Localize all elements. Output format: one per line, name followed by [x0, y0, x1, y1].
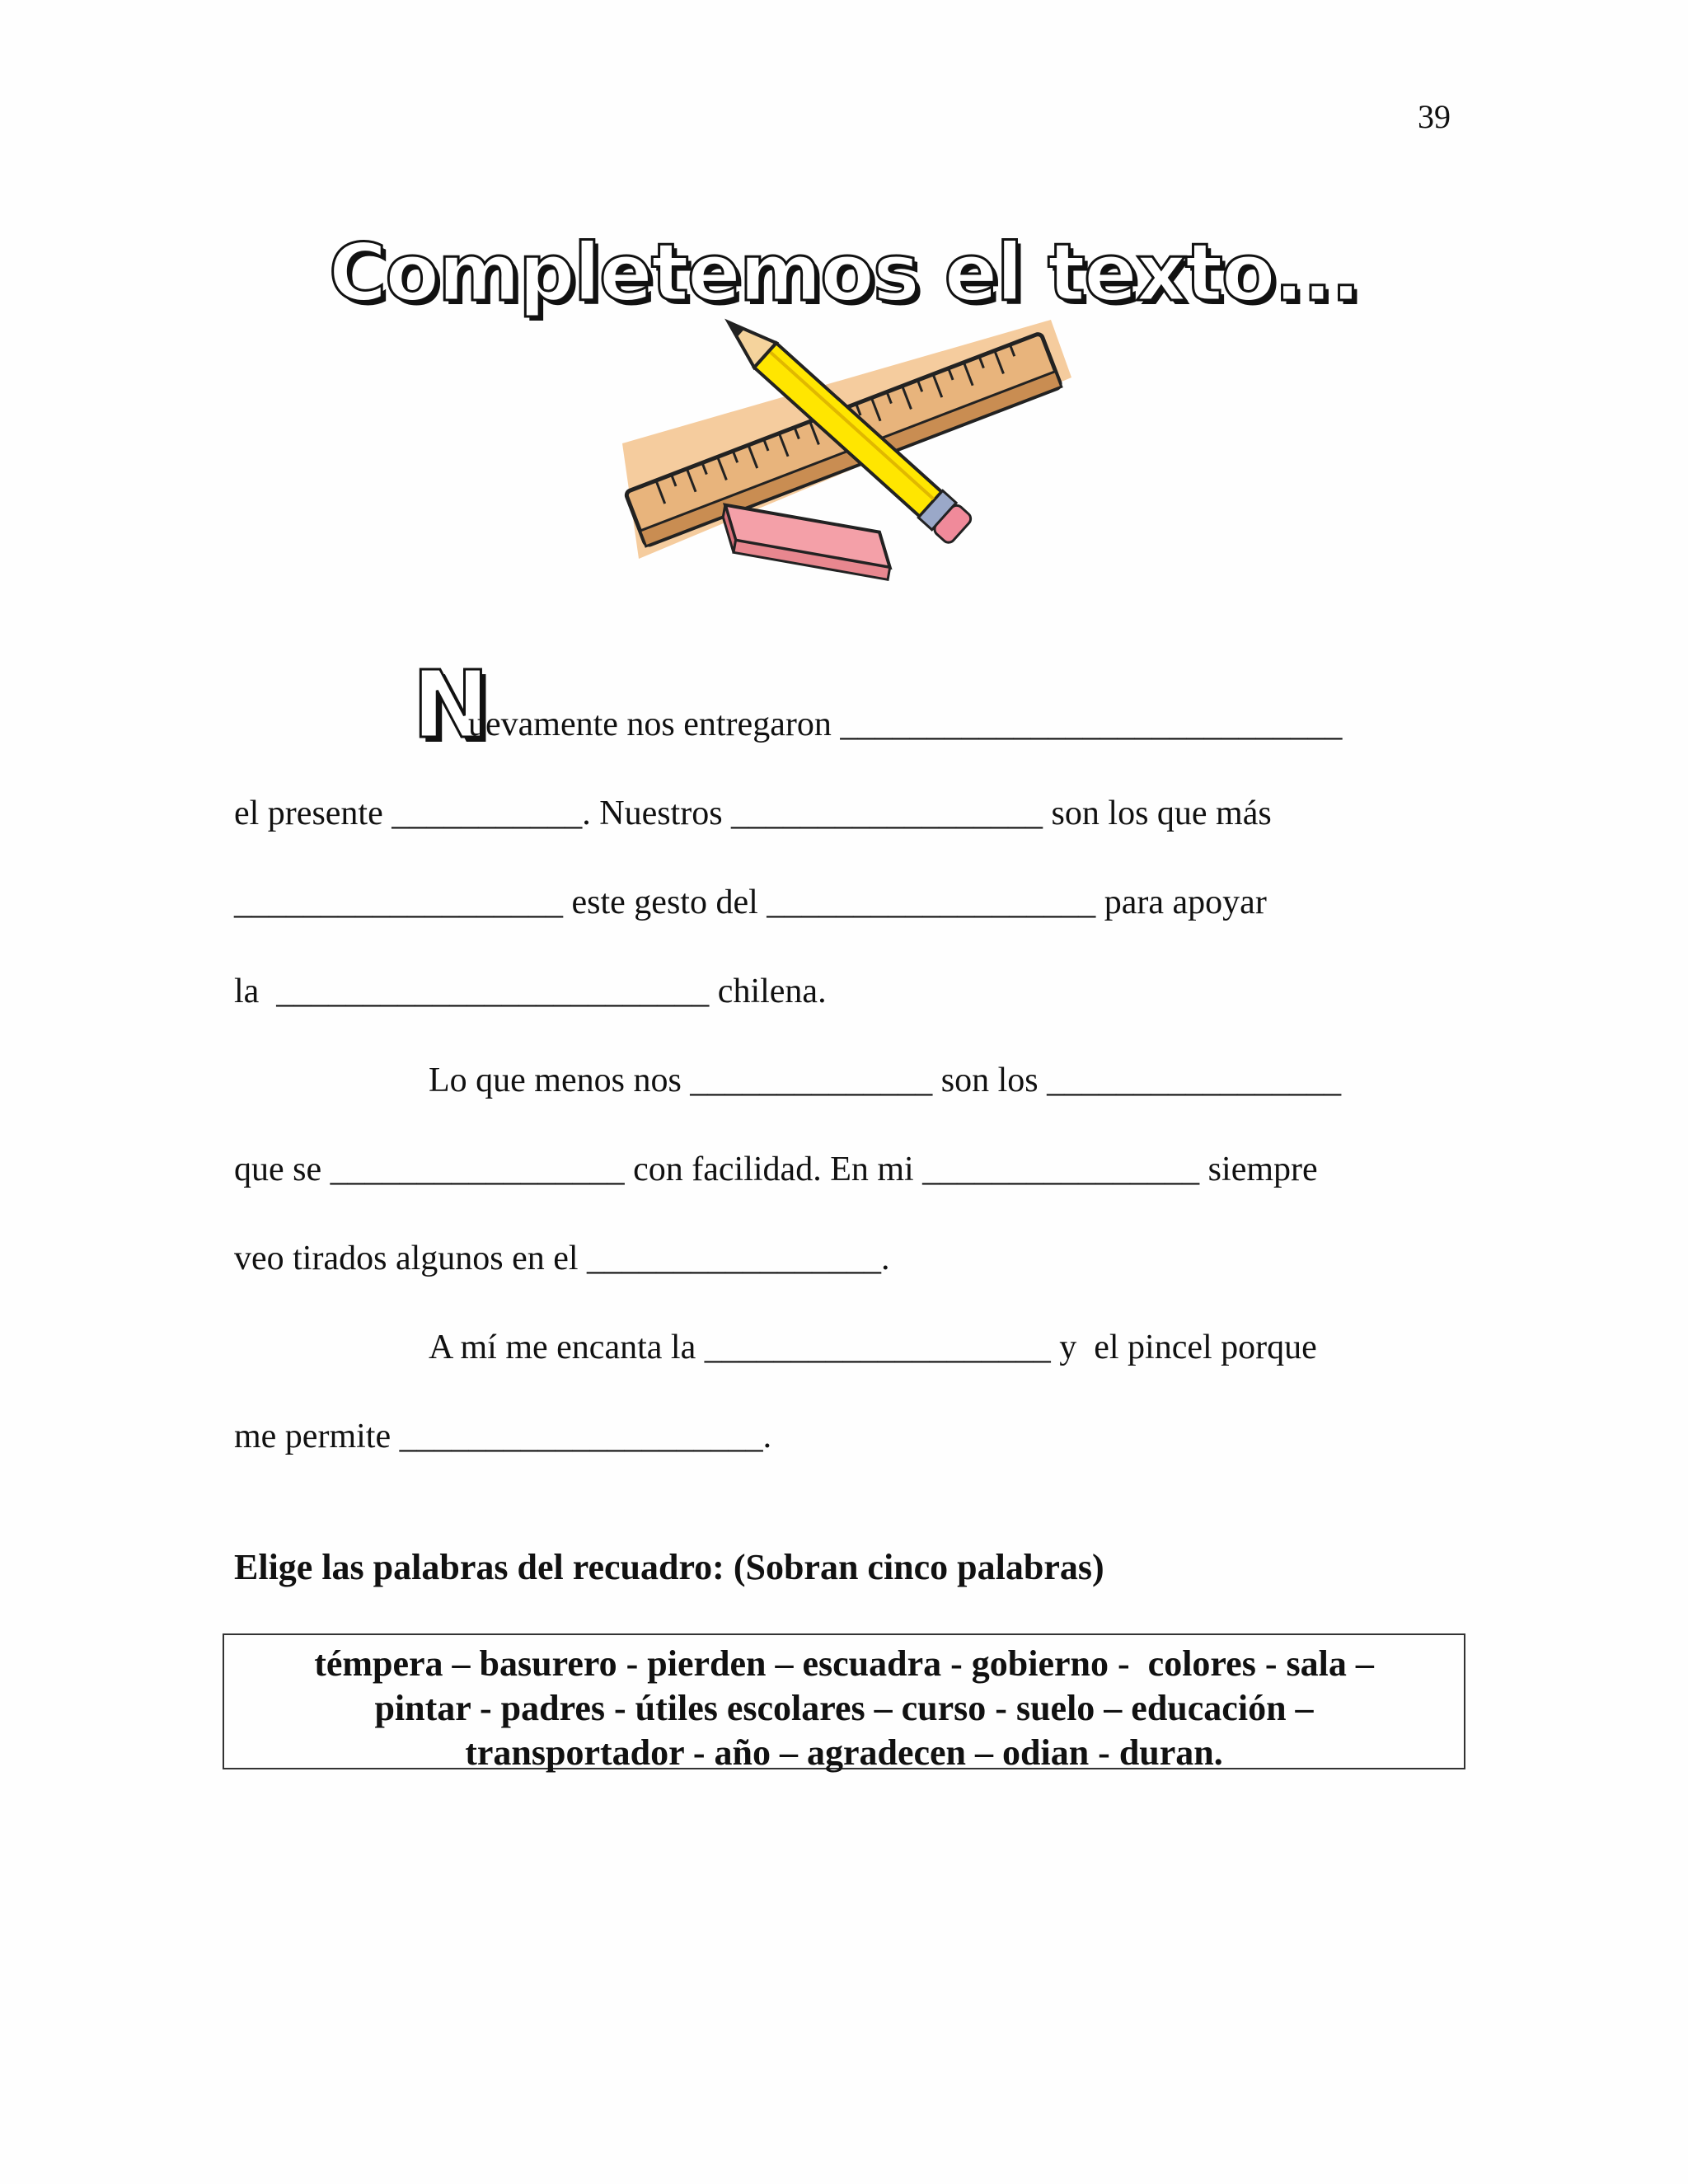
text-line-2: el presente ___________. Nuestros __________________ son los que más [234, 794, 1272, 832]
text-line-9: me permite _____________________. [234, 1418, 772, 1455]
word-bank-line: transportador - año – agradecen – odian - duran. [465, 1732, 1223, 1773]
text-line-7: veo tirados algunos en el _________________. [234, 1240, 890, 1277]
text-line-5: Lo que menos nos ______________ son los _________________ [429, 1062, 1342, 1099]
word-bank-line: pintar - padres - útiles escolares – curso - suelo – educación – [374, 1688, 1314, 1728]
ruler-pencil-eraser-icon [606, 312, 1076, 583]
page-title: Completemos el texto... [328, 227, 1360, 319]
word-bank-box [223, 1633, 1465, 1773]
text-line-1: uevamente nos entregaron _____________________________ [468, 705, 1343, 743]
text-line-4: la _________________________ chilena. [234, 972, 827, 1010]
word-bank-line: témpera – basurero - pierden – escuadra - gobierno - colores - sala – [314, 1643, 1374, 1684]
drop-cap-letter: N [412, 652, 490, 759]
text-line-3: ___________________ este gesto del ___________________ para apoyar [234, 883, 1267, 921]
text-line-8: A mí me encanta la ____________________ y el pincel porque [429, 1329, 1317, 1366]
page-number: 39 [1418, 98, 1451, 135]
text-line-6: que se _________________ con facilidad. En mi ________________ siempre [234, 1151, 1318, 1188]
instruction-heading: Elige las palabras del recuadro: (Sobran cinco palabras) [234, 1547, 1104, 1587]
